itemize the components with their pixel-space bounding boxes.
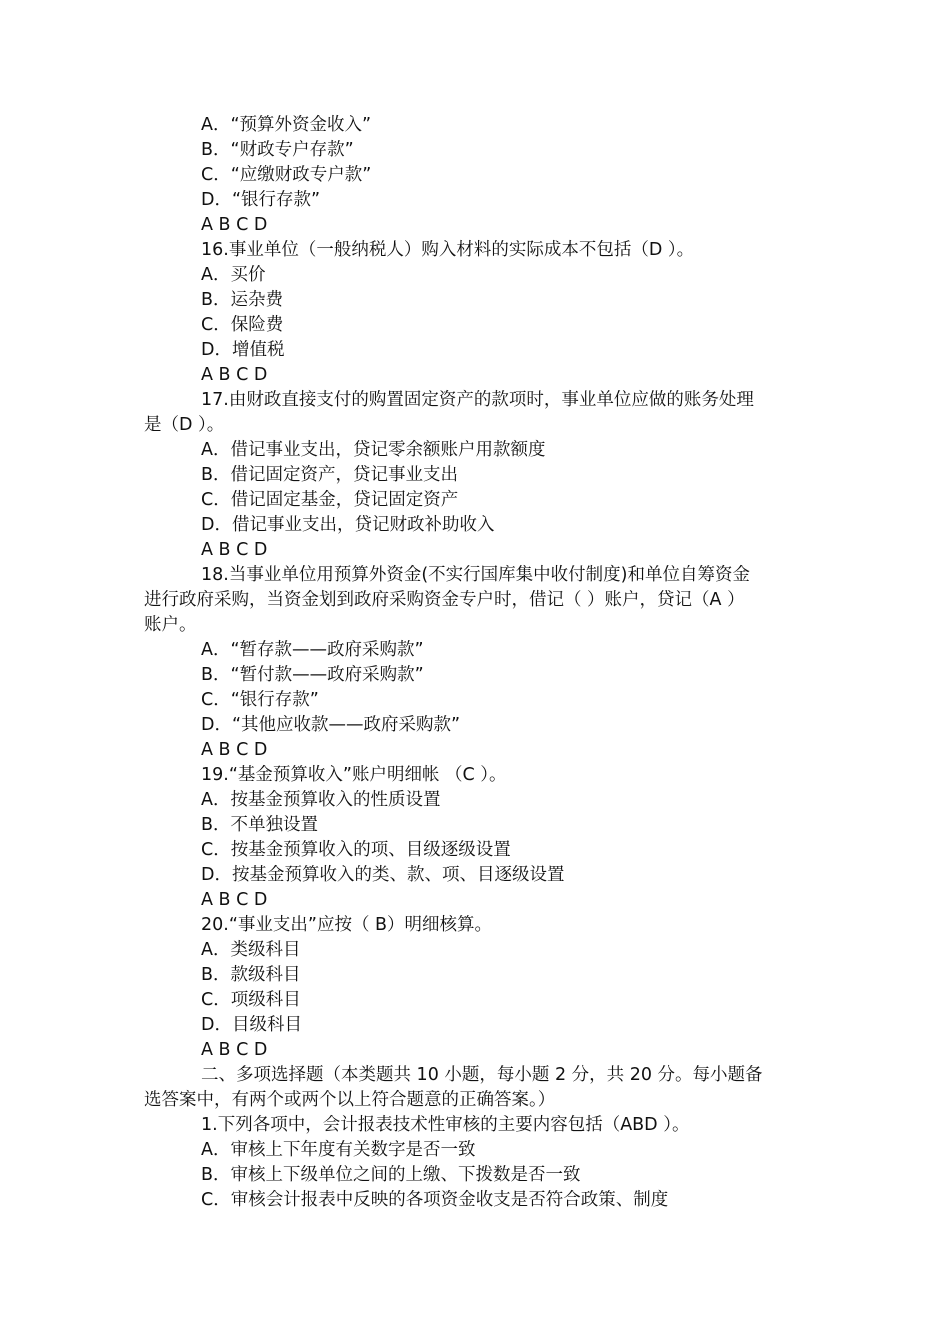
option-line: A．按基金预算收入的性质设置	[201, 790, 441, 810]
option-line: C．审核会计报表中反映的各项资金收支是否符合政策、制度	[201, 1190, 669, 1210]
option-line: D．按基金预算收入的类、款、项、目逐级设置	[201, 865, 565, 885]
option-line: D．目级科目	[201, 1015, 302, 1035]
question-17-continued: 是（D ）。	[144, 415, 225, 435]
question-17: 17.由财政直接支付的购置固定资产的款项时，事业单位应做的账务处理	[201, 390, 754, 410]
option-line: B．款级科目	[201, 965, 301, 985]
question-18: 18.当事业单位用预算外资金(不实行国库集中收付制度)和单位自筹资金	[201, 565, 750, 585]
answer-choices: A B C D	[201, 740, 268, 760]
option-line: A．借记事业支出，贷记零余额账户用款额度	[201, 440, 546, 460]
option-line: C．借记固定基金，贷记固定资产	[201, 490, 459, 510]
question-18-continued: 进行政府采购，当资金划到政府采购资金专户时，借记（ ）账户，贷记（A ）	[144, 590, 745, 610]
option-line: C．按基金预算收入的项、目级逐级设置	[201, 840, 511, 860]
answer-choices: A B C D	[201, 540, 268, 560]
answer-choices: A B C D	[201, 365, 268, 385]
option-line: A．“暂存款——政府采购款”	[201, 640, 424, 660]
answer-choices: A B C D	[201, 890, 268, 910]
section-heading-continued: 选答案中，有两个或两个以上符合题意的正确答案。）	[144, 1090, 556, 1110]
option-line: B．审核上下级单位之间的上缴、下拨数是否一致	[201, 1165, 581, 1185]
option-line: A．类级科目	[201, 940, 301, 960]
option-line: D．“其他应收款——政府采购款”	[201, 715, 461, 735]
option-line: C．“银行存款”	[201, 690, 319, 710]
option-line: C．项级科目	[201, 990, 301, 1010]
option-line: B．借记固定资产，贷记事业支出	[201, 465, 459, 485]
option-line: D．借记事业支出，贷记财政补助收入	[201, 515, 495, 535]
option-line: B．“暂付款——政府采购款”	[201, 665, 424, 685]
option-line: A．买价	[201, 265, 266, 285]
option-line: B．“财政专户存款”	[201, 140, 354, 160]
option-line: B．不单独设置	[201, 815, 319, 835]
option-line: A．“预算外资金收入”	[201, 115, 372, 135]
option-line: C．保险费	[201, 315, 284, 335]
question-18-continued: 账户。	[144, 615, 197, 635]
question-1: 1.下列各项中，会计报表技术性审核的主要内容包括（ABD ）。	[201, 1115, 690, 1135]
option-line: D．增值税	[201, 340, 285, 360]
option-line: A．审核上下年度有关数字是否一致	[201, 1140, 476, 1160]
section-heading: 二、多项选择题（本类题共 10 小题，每小题 2 分，共 20 分。每小题备	[201, 1065, 763, 1085]
option-line: B．运杂费	[201, 290, 284, 310]
question-19: 19.“基金预算收入”账户明细帐 （C ）。	[201, 765, 507, 785]
answer-choices: A B C D	[201, 215, 268, 235]
option-line: D．“银行存款”	[201, 190, 321, 210]
question-16: 16.事业单位（一般纳税人）购入材料的实际成本不包括（D ）。	[201, 240, 695, 260]
question-20: 20.“事业支出”应按（ B）明细核算。	[201, 915, 493, 935]
answer-choices: A B C D	[201, 1040, 268, 1060]
option-line: C．“应缴财政专户款”	[201, 165, 372, 185]
